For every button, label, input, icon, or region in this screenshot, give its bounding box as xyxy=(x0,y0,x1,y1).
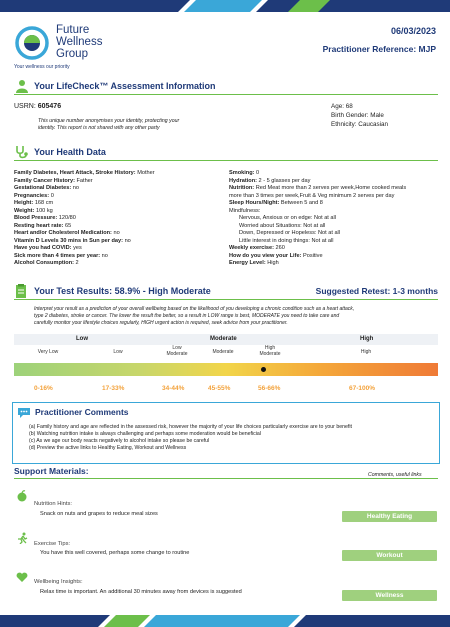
stethoscope-icon xyxy=(14,145,30,159)
support-title: Support Materials: xyxy=(14,466,89,476)
usrn-note-line-2: identity. This report is not shared with any other party xyxy=(38,125,160,131)
running-person-icon xyxy=(16,532,28,544)
practitioner-comments-box xyxy=(12,402,440,464)
comment-line: (b) Watching nutrition intake is always challenging and perhaps some moderation would be beneficial xyxy=(29,431,261,437)
suggested-retest: Suggested Retest: 1-3 months xyxy=(315,286,438,296)
person-icon xyxy=(14,79,30,93)
health-section-header xyxy=(14,145,438,161)
range-label: 17-33% xyxy=(102,385,125,392)
healthy-eating-button[interactable]: Healthy Eating xyxy=(342,511,437,522)
health-field: Energy Level: High xyxy=(229,260,279,266)
workout-button[interactable]: Workout xyxy=(342,550,437,561)
wellbeing-text: Relax time is important. An additional 30 minutes away from devices is suggested xyxy=(40,589,242,595)
health-title: Your Health Data xyxy=(34,147,106,157)
health-field: Family Diabetes, Heart Attack, Stroke History: Mother xyxy=(14,170,155,176)
health-field: Have you had COVID: yes xyxy=(14,245,82,251)
range-label: 67-100% xyxy=(349,385,376,392)
sub-band-label: Moderate xyxy=(212,349,234,355)
nutrition-text: Snack on nuts and grapes to reduce meal sizes xyxy=(40,511,158,517)
mindfulness-item: Down, Depressed or Hopeless: Not at all xyxy=(239,230,341,236)
assessment-section-header xyxy=(14,79,438,95)
risk-scale-header xyxy=(14,334,438,345)
health-field: Heart and/or Cholesterol Medication: no xyxy=(14,230,120,236)
health-field: Weight: 100 kg xyxy=(14,207,53,214)
health-field: How do you view your Life: Positive xyxy=(229,252,323,259)
health-field: more than 3 times per week,Fruit & Veg minimum 2 serves per day xyxy=(229,192,395,199)
bottom-decorative-stripe xyxy=(0,615,450,627)
support-divider xyxy=(14,478,438,479)
assessment-title: Your LifeCheck™ Assessment Information xyxy=(34,81,216,91)
speech-bubble-icon xyxy=(17,407,31,419)
health-field: Sick more than 4 times per year: no xyxy=(14,252,108,259)
health-field: Pregnancies: 0 xyxy=(14,192,54,199)
usrn: USRN: 605476 xyxy=(14,103,62,110)
top-decorative-stripe xyxy=(0,0,450,12)
comments-title: Practitioner Comments xyxy=(35,407,129,417)
health-field: Smoking: 0 xyxy=(229,170,260,176)
age: Age: 68 xyxy=(331,103,353,110)
results-description-line-1: Interpret your result as a prediction of your overall wellbeing based on the likelihood of you developing a chronic condition such as a heart attack, xyxy=(34,306,355,312)
report-date: 06/03/2023 xyxy=(390,26,436,36)
health-field: Family Cancer History: Father xyxy=(14,177,93,184)
health-field: Nutrition: Red Meat more than 2 serves per week,Home cooked meals xyxy=(229,185,407,191)
comment-line: (a) Family history and age are reflected in the assessed risk, however the majority of your life choices particularly exercise are to your benefit xyxy=(29,424,352,430)
ethnicity: Ethnicity: Caucasian xyxy=(331,121,389,128)
health-field: Gestational Diabetes: no xyxy=(14,185,79,191)
sub-band-label: Low Moderate xyxy=(166,345,188,357)
wellbeing-heading: Wellbeing Insights: xyxy=(34,579,83,585)
mindfulness-item: Worried about Situations: Not at all xyxy=(239,222,326,229)
apple-icon xyxy=(16,490,28,502)
health-field: Sleep Hours/Night: Between 5 and 8 xyxy=(229,200,323,206)
exercise-text: You have this well covered, perhaps some change to routine xyxy=(40,550,190,556)
health-field: Hydration: 2 - 5 glasses per day xyxy=(229,177,311,184)
range-label: 34-44% xyxy=(162,385,185,392)
brand-tagline: Your wellness our priority xyxy=(14,64,70,70)
mindfulness-item: Little interest in doing things: Not at all xyxy=(239,237,334,244)
risk-scale xyxy=(14,334,438,398)
clipboard-icon xyxy=(14,284,30,298)
range-label: 56-66% xyxy=(258,385,281,392)
results-description-line-2: type 2 diabetes, stroke or cancer. The lower the result the better, so a result in LOW range is best, MODERATE you need to take care and xyxy=(34,313,340,319)
risk-gradient-bar xyxy=(14,363,438,376)
health-field: Weekly exercise: 260 xyxy=(229,245,285,251)
brand-name: Future Wellness Group xyxy=(56,24,103,60)
sub-band-label: High Moderate xyxy=(259,345,281,357)
support-subtitle: Comments, useful links xyxy=(368,472,422,478)
nutrition-heading: Nutrition Hints: xyxy=(34,501,73,507)
mindfulness-item: Nervous, Anxious or on edge: Not at all xyxy=(239,215,337,221)
health-field: Vitamin D Levels 30 mins in Sun per day: no xyxy=(14,237,131,244)
exercise-heading: Exercise Tips: xyxy=(34,541,71,547)
sub-band-label: Low xyxy=(113,349,123,355)
comment-line: (c) As we age our body reacts negatively to alcohol intake so please be careful xyxy=(29,438,210,444)
band-label-low: Low xyxy=(76,336,88,342)
health-field: Height: 168 cm xyxy=(14,200,54,206)
sub-band-label: High xyxy=(360,349,372,355)
health-field: Resting heart rate: 65 xyxy=(14,222,72,229)
band-label-high: High xyxy=(360,336,374,342)
logo-mark-icon xyxy=(14,24,54,62)
range-label: 0-16% xyxy=(34,385,53,392)
birth-gender: Birth Gender: Male xyxy=(331,112,384,119)
results-section-header xyxy=(14,284,438,300)
range-label: 45-55% xyxy=(208,385,231,392)
wellness-button[interactable]: Wellness xyxy=(342,590,437,601)
band-label-moderate: Moderate xyxy=(210,336,237,342)
results-title: Your Test Results: 58.9% - High Moderate xyxy=(34,286,211,296)
heart-icon xyxy=(16,572,28,583)
health-field: Blood Pressure: 120/80 xyxy=(14,215,76,221)
health-field: Alcohol Consumption: 2 xyxy=(14,260,79,266)
results-description-line-3: carefully monitor your lifestyle choices regularly, HIGH urgent action is required, seek advice from your practitioner. xyxy=(34,320,288,326)
comment-line: (d) Preview the active links to Healthy Eating, Workout and Wellness xyxy=(29,445,187,451)
mindfulness-label: Mindfulness: xyxy=(229,207,261,214)
usrn-note-line-1: This unique number anonymises your identity, protecting your xyxy=(38,118,180,124)
practitioner-reference: Practitioner Reference: MJP xyxy=(322,44,436,54)
sub-band-label: Very Low xyxy=(37,349,59,355)
